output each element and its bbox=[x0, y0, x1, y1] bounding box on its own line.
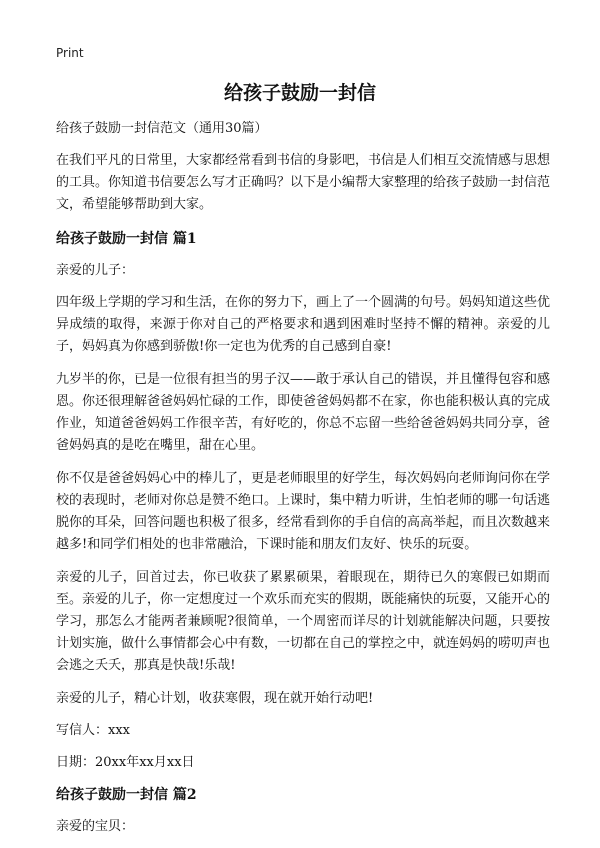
greeting-2: 亲爱的宝贝： bbox=[56, 819, 135, 834]
greeting-1: 亲爱的儿子： bbox=[56, 263, 135, 278]
document-title: 给孩子鼓励一封信 bbox=[223, 82, 376, 104]
letter-paragraph: 四年级上学期的学习和生活，在你的努力下，画上了一个圆满的句号。妈妈知道这些优异成绩的取得，来源于你对自己的严格要求和遇到困难时坚持不懈的精神。亲爱的儿子，妈妈真为你感到骄傲!你一定也为优秀的自己感到自豪! bbox=[56, 295, 551, 354]
letter-writer: 写信人：xxx bbox=[56, 723, 130, 738]
section-heading-1: 给孩子鼓励一封信 篇1 bbox=[56, 231, 197, 247]
letter-paragraph: 亲爱的儿子，回首过去，你已收获了累累硕果，着眼现在，期待已久的寒假已如期而至。亲爱的儿子，你一定想度过一个欢乐而充实的假期，既能痛快的玩耍，又能开心的学习，那怎么才能两者兼顾呢?很简单，一个周密而详尽的计划就能解决问题，只要按计划实施，做什么事情都会心中有数，一切都在自己的掌控之中，就连妈妈的唠叨声也会逃之夭夭，那真是快哉!乐哉! bbox=[56, 570, 551, 673]
print-link[interactable]: Print bbox=[56, 46, 84, 60]
letter-date: 日期：20xx年xx月xx日 bbox=[56, 755, 195, 770]
letter-paragraph: 九岁半的你，已是一位很有担当的男子汉——敢于承认自己的错误，并且懂得包容和感恩。你还很理解爸爸妈妈忙碌的工作，即使爸爸妈妈都不在家，你也能积极认真的完成作业，知道爸爸妈妈工作很辛苦，有好吃的，你总不忘留一些给爸爸妈妈共同分享，爸爸妈妈真的是吃在嘴里，甜在心里。 bbox=[56, 372, 551, 453]
document-body bbox=[56, 118, 550, 848]
letter-paragraph: 亲爱的儿子，精心计划，收获寒假，现在就开始行动吧! bbox=[56, 691, 374, 706]
intro-paragraph: 在我们平凡的日常里，大家都经常看到书信的身影吧，书信是人们相互交流情感与思想的工具。你知道书信要怎么写才正确吗？以下是小编帮大家整理的给孩子鼓励一封信范文，希望能够帮助到大家。 bbox=[56, 153, 551, 212]
letter-paragraph: 你不仅是爸爸妈妈心中的棒儿了，更是老师眼里的好学生，每次妈妈向老师询问你在学校的表现时，老师对你总是赞不绝口。上课时，集中精力听讲，生怕老师的哪一句话逃脱你的耳朵，回答问题也积极了很多，经常看到你的手自信的高高举起，而且次数越来越多!和同学们相处的也非常融洽，下课时能和朋友们友好、快乐的玩耍。 bbox=[56, 471, 551, 552]
section-heading-2: 给孩子鼓励一封信 篇2 bbox=[56, 787, 197, 803]
document-subtitle: 给孩子鼓励一封信范文（通用30篇） bbox=[56, 121, 268, 136]
